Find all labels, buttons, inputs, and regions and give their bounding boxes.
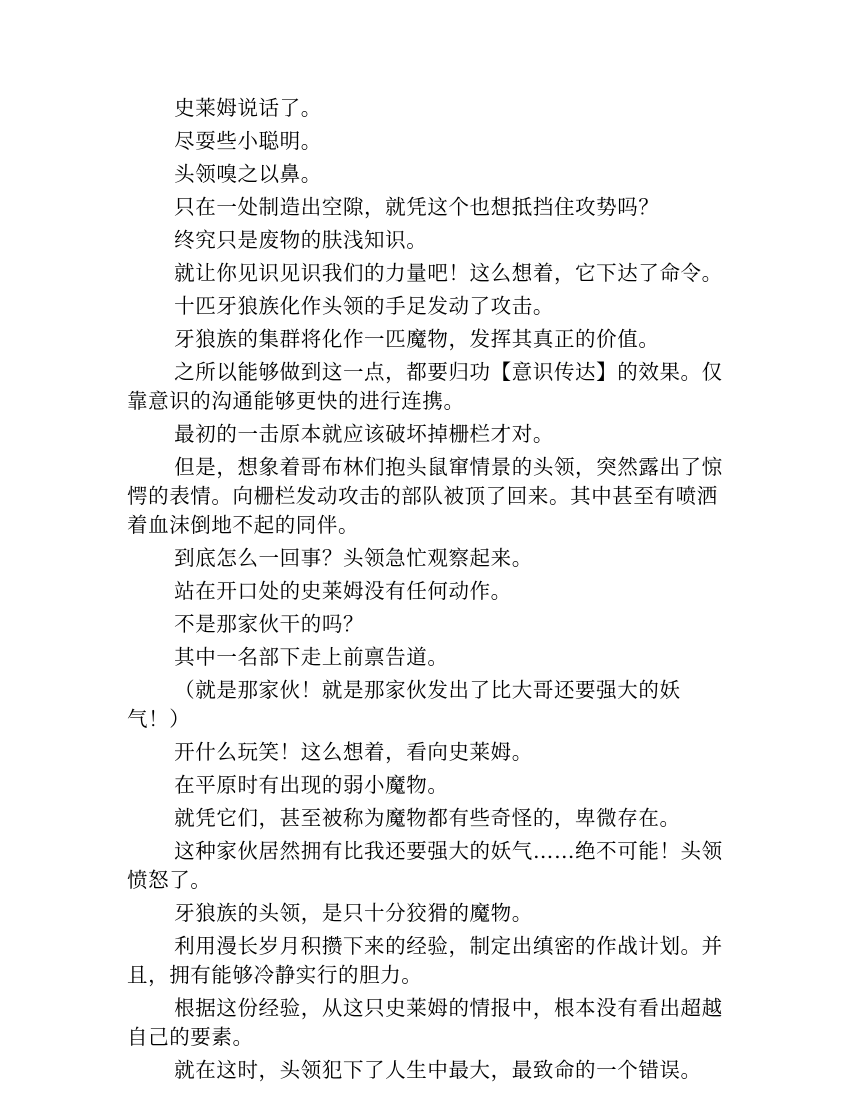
paragraph: 十匹牙狼族化作头领的手足发动了攻击。 (174, 294, 554, 318)
paragraph: 不是那家伙干的吗？ (174, 612, 365, 636)
paragraph: 牙狼族的集群将化作一匹魔物，发挥其真正的价值。 (174, 327, 660, 351)
paragraph: 根据这份经验，从这只史莱姆的情报中，根本没有看出超越自己的要素。 (127, 996, 723, 1049)
paragraph: 就让你见识见识我们的力量吧！这么想着，它下达了命令。 (174, 261, 723, 285)
paragraph: 其中一名部下走上前禀告道。 (174, 645, 449, 669)
paragraph: （就是那家伙！就是那家伙发出了比大哥还要强大的妖气！） (127, 678, 681, 731)
paragraph: 牙狼族的头领，是只十分狡猾的魔物。 (174, 901, 533, 925)
paragraph: 就凭它们，甚至被称为魔物都有些奇怪的，卑微存在。 (174, 806, 681, 830)
paragraph: 这种家伙居然拥有比我还要强大的妖气……绝不可能！头领愤怒了。 (127, 839, 723, 892)
paragraph: 之所以能够做到这一点，都要归功【意识传达】的效果。仅靠意识的沟通能够更快的进行连携。 (127, 360, 723, 413)
paragraph: 利用漫长岁月积攒下来的经验，制定出缜密的作战计划。并且，拥有能够冷静实行的胆力。 (127, 934, 723, 987)
paragraph: 终究只是废物的肤浅知识。 (174, 228, 428, 252)
paragraph: 开什么玩笑！这么想着，看向史莱姆。 (174, 740, 533, 764)
paragraph: 只在一处制造出空隙，就凭这个也想抵挡住攻势吗？ (174, 195, 660, 219)
paragraph: 就在这时，头领犯下了人生中最大，最致命的一个错误。 (174, 1058, 702, 1082)
paragraph: 最初的一击原本就应该破坏掉栅栏才对。 (174, 422, 554, 446)
paragraph: 在平原时有出现的弱小魔物。 (174, 773, 449, 797)
paragraph: 尽耍些小聪明。 (174, 129, 322, 153)
paragraph: 史莱姆说话了。 (174, 96, 322, 120)
paragraph: 头领嗅之以鼻。 (174, 162, 322, 186)
paragraph: 到底怎么一回事？头领急忙观察起来。 (174, 546, 533, 570)
paragraph: 站在开口处的史莱姆没有任何动作。 (174, 579, 512, 603)
document-body (127, 94, 723, 1089)
paragraph: 但是，想象着哥布林们抱头鼠窜情景的头领，突然露出了惊愕的表情。向栅栏发动攻击的部队被顶了回来。其中甚至有喷洒着血沫倒地不起的同伴。 (127, 455, 723, 537)
